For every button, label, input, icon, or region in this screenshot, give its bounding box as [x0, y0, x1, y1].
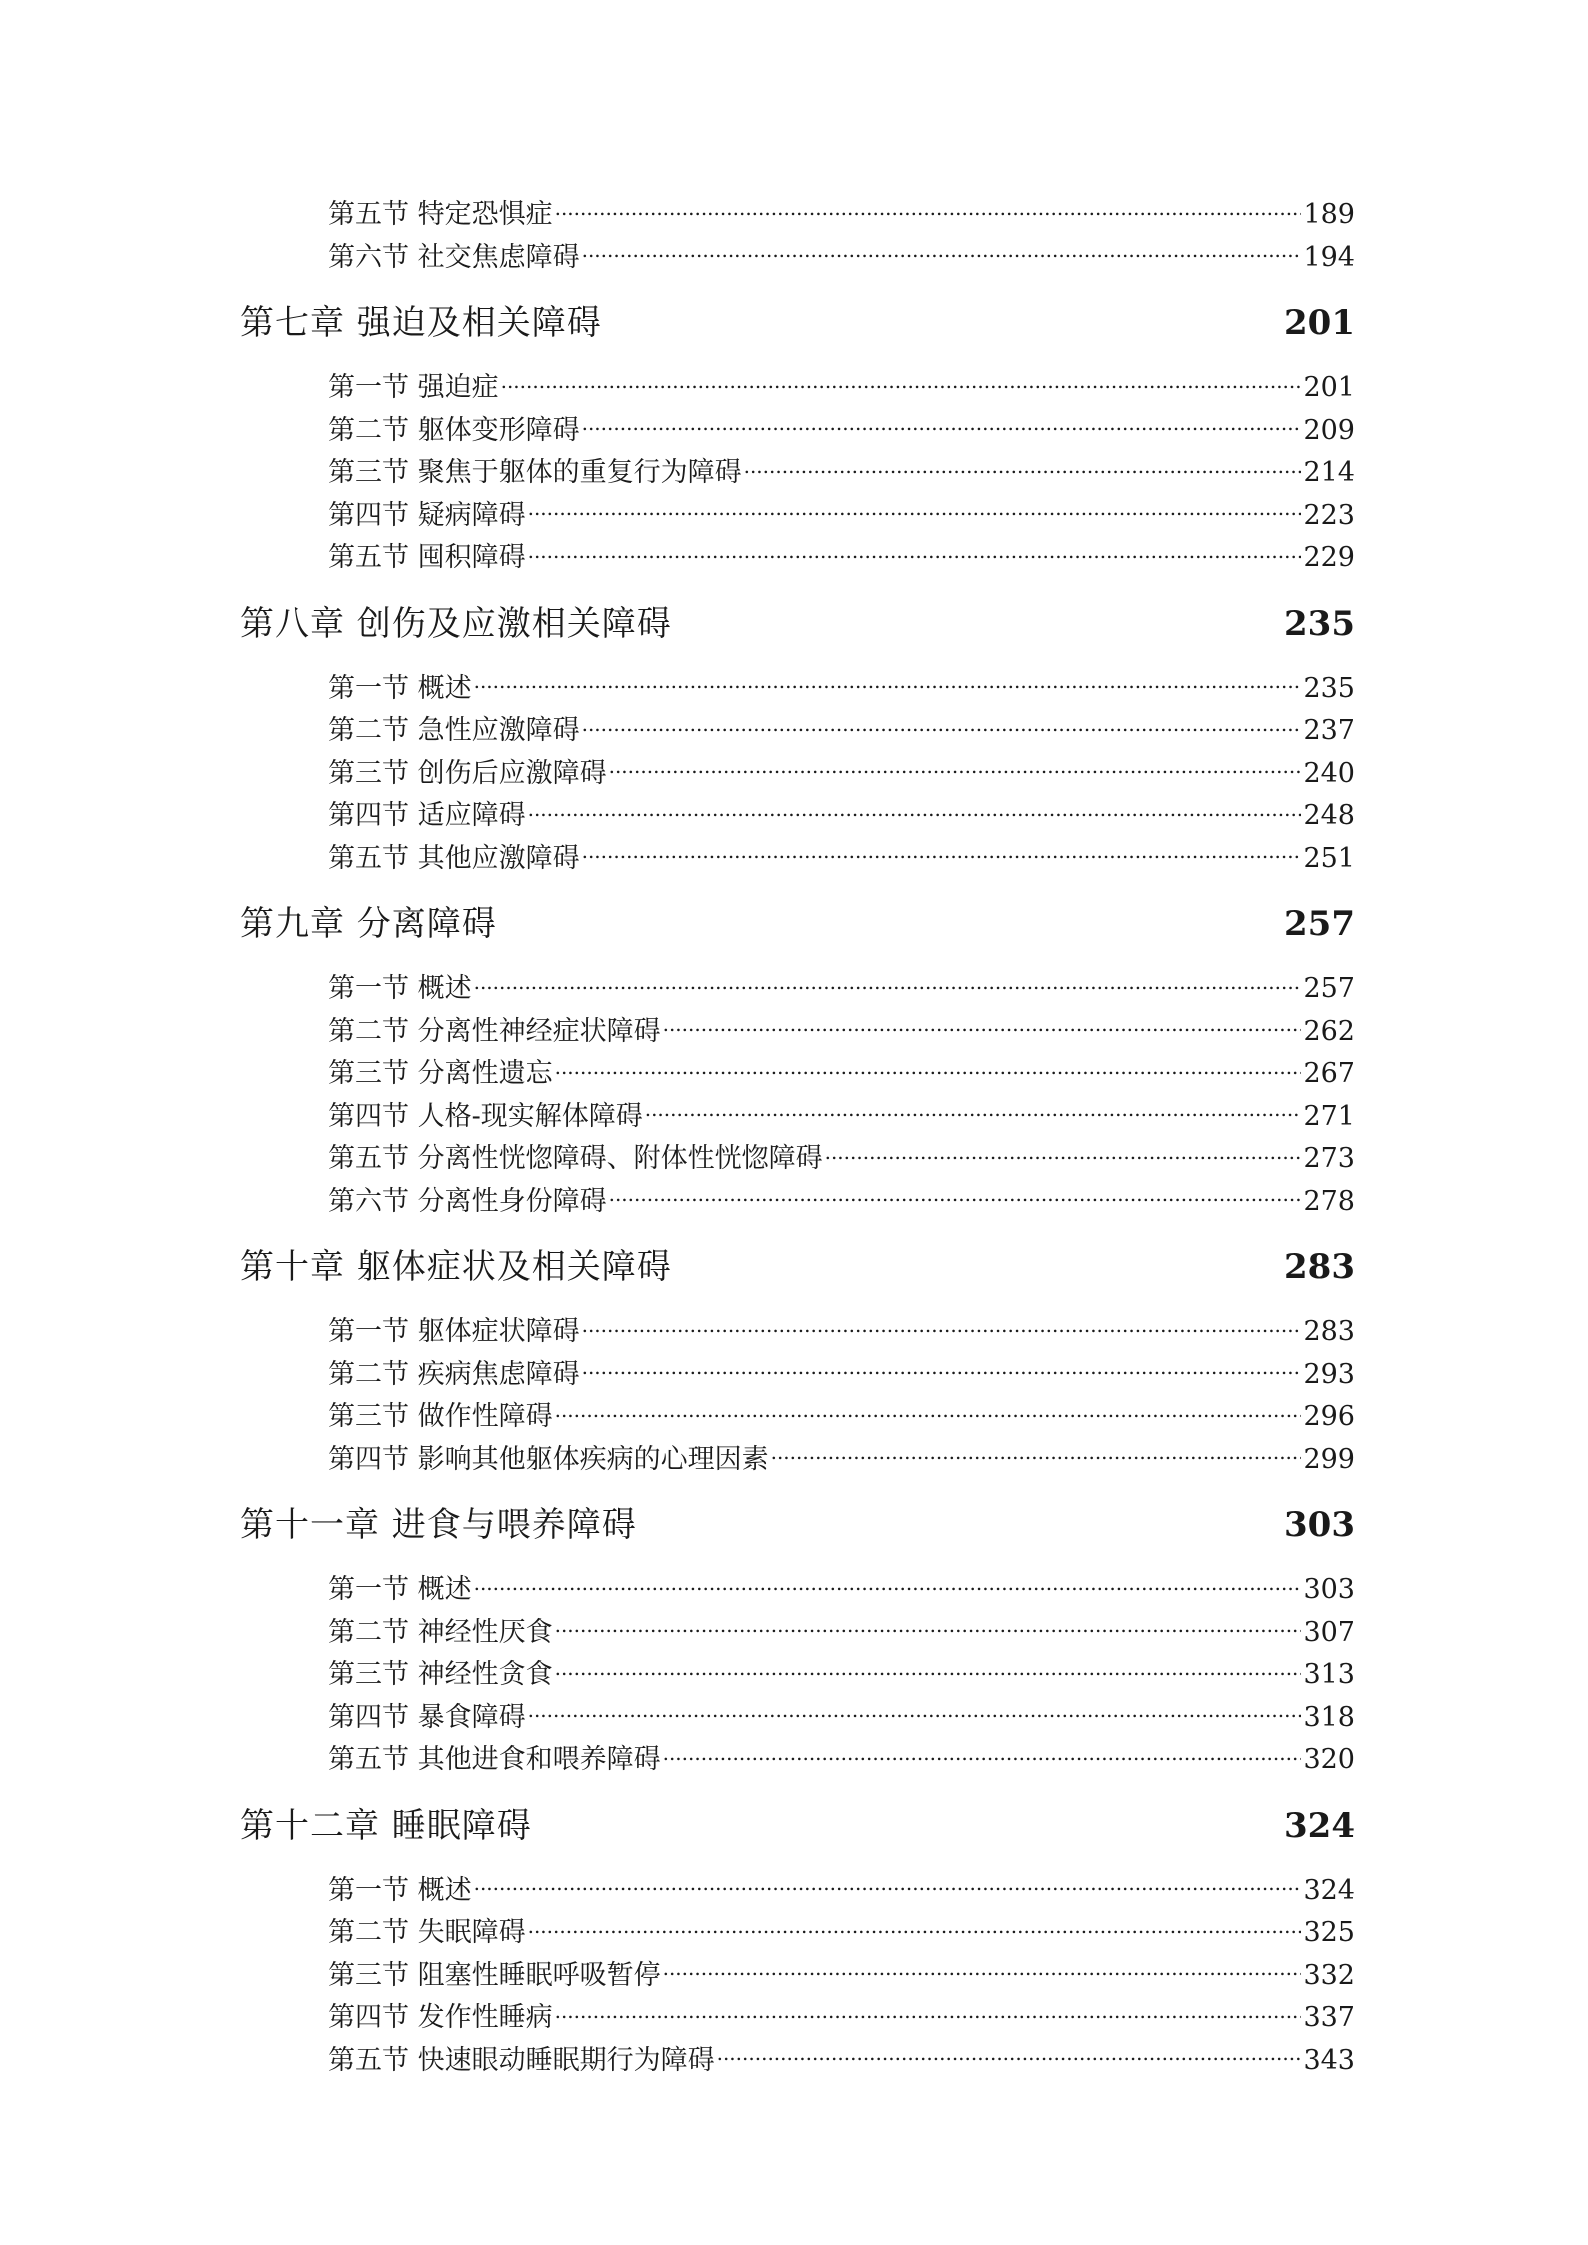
dot-leader	[555, 1659, 1302, 1683]
toc-chapter-entry[interactable]	[240, 279, 1355, 367]
page-number: 278	[1303, 1185, 1355, 1217]
toc-section-entry[interactable]	[240, 2040, 1355, 2083]
section-title: 第二节 失眠障碍	[328, 1917, 526, 1948]
toc-section-entry[interactable]	[240, 753, 1355, 796]
page-number: 257	[1284, 904, 1355, 944]
page-number: 189	[1303, 199, 1355, 230]
dot-leader	[555, 1401, 1302, 1425]
dot-leader	[474, 1574, 1302, 1598]
page-number: 257	[1303, 973, 1355, 1004]
section-title: 第五节 分离性恍惚障碍、附体性恍惚障碍	[328, 1143, 823, 1174]
toc-section-entry[interactable]	[240, 410, 1355, 453]
section-title: 第五节 特定恐惧症	[328, 199, 553, 230]
section-title: 第五节 快速眼动睡眠期行为障碍	[328, 2044, 715, 2076]
dot-leader	[609, 758, 1302, 782]
dot-leader	[582, 1359, 1302, 1383]
dot-leader	[474, 673, 1302, 697]
dot-leader	[528, 542, 1302, 566]
page-number: 251	[1303, 842, 1355, 874]
page-number: 303	[1303, 1574, 1355, 1605]
page-number: 248	[1303, 800, 1355, 831]
section-title: 第四节 人格-现实解体障碍	[328, 1100, 643, 1132]
toc-section-entry[interactable]	[240, 795, 1355, 838]
toc-section-entry[interactable]	[240, 194, 1355, 237]
dot-leader	[771, 1444, 1302, 1468]
dot-leader	[528, 800, 1302, 824]
page-number: 201	[1284, 303, 1355, 343]
page-number: 240	[1303, 757, 1355, 789]
page-number: 303	[1284, 1505, 1355, 1545]
page-number: 214	[1303, 457, 1355, 488]
page-number: 296	[1303, 1401, 1355, 1432]
dot-leader	[501, 372, 1302, 396]
section-title: 第二节 分离性神经症状障碍	[328, 1015, 661, 1047]
toc-chapter-entry[interactable]	[240, 1223, 1355, 1311]
section-title: 第五节 囤积障碍	[328, 542, 526, 573]
toc-section-entry[interactable]	[240, 1181, 1355, 1224]
dot-leader	[499, 905, 1282, 935]
page-number: 235	[1303, 672, 1355, 704]
section-title: 第二节 疾病焦虑障碍	[328, 1358, 580, 1390]
dot-leader	[474, 973, 1302, 997]
page-number: 318	[1303, 1701, 1355, 1733]
dot-leader	[674, 605, 1282, 635]
chapter-title: 第八章 创伤及应激相关障碍	[240, 603, 672, 644]
section-title: 第一节 强迫症	[328, 372, 499, 403]
chapter-title: 第九章 分离障碍	[240, 904, 497, 944]
dot-leader	[582, 715, 1302, 739]
section-title: 第六节 社交焦虑障碍	[328, 241, 580, 273]
page-number: 235	[1284, 603, 1355, 644]
toc-chapter-entry[interactable]	[240, 1782, 1355, 1870]
dot-leader	[528, 1702, 1302, 1726]
toc-section-entry[interactable]	[240, 1569, 1355, 1612]
dot-leader	[639, 1506, 1282, 1536]
section-title: 第一节 概述	[328, 672, 472, 704]
page-number: 293	[1303, 1358, 1355, 1390]
toc-chapter-entry[interactable]	[240, 880, 1355, 968]
toc-section-entry[interactable]	[240, 1053, 1355, 1096]
dot-leader	[582, 843, 1302, 867]
toc-section-entry[interactable]	[240, 237, 1355, 280]
section-title: 第三节 做作性障碍	[328, 1401, 553, 1432]
section-title: 第三节 阻塞性睡眠呼吸暂停	[328, 1959, 661, 1991]
section-title: 第六节 分离性身份障碍	[328, 1185, 607, 1217]
section-title: 第三节 创伤后应激障碍	[328, 757, 607, 789]
chapter-title: 第七章 强迫及相关障碍	[240, 303, 602, 343]
toc-chapter-entry[interactable]	[240, 1481, 1355, 1569]
dot-leader	[582, 1316, 1302, 1340]
page-number: 271	[1303, 1100, 1355, 1132]
dot-leader	[528, 500, 1302, 524]
toc-section-entry[interactable]	[240, 1654, 1355, 1697]
dot-leader	[604, 304, 1282, 334]
page-number: 325	[1303, 1917, 1355, 1948]
toc-section-entry[interactable]	[240, 710, 1355, 753]
page-number: 262	[1303, 1015, 1355, 1047]
toc-section-entry[interactable]	[240, 367, 1355, 410]
dot-leader	[609, 1186, 1302, 1210]
section-title: 第三节 聚焦于躯体的重复行为障碍	[328, 457, 742, 488]
section-title: 第五节 其他进食和喂养障碍	[328, 1744, 661, 1775]
dot-leader	[555, 1617, 1302, 1641]
page-number: 283	[1303, 1316, 1355, 1347]
toc-section-entry[interactable]	[240, 1870, 1355, 1913]
table-of-contents	[240, 194, 1355, 2082]
page-number: 201	[1303, 372, 1355, 403]
page-number: 324	[1284, 1805, 1355, 1846]
page-number: 299	[1303, 1443, 1355, 1475]
toc-section-entry[interactable]	[240, 1439, 1355, 1482]
toc-section-entry[interactable]	[240, 1912, 1355, 1955]
dot-leader	[674, 1248, 1282, 1278]
dot-leader	[528, 1917, 1302, 1941]
dot-leader	[582, 415, 1302, 439]
dot-leader	[663, 1744, 1302, 1768]
page-number: 283	[1284, 1247, 1355, 1287]
toc-section-entry[interactable]	[240, 495, 1355, 538]
toc-section-entry[interactable]	[240, 1396, 1355, 1439]
toc-section-entry[interactable]	[240, 1096, 1355, 1139]
section-title: 第二节 躯体变形障碍	[328, 414, 580, 446]
section-title: 第五节 其他应激障碍	[328, 842, 580, 874]
toc-section-entry[interactable]	[240, 1697, 1355, 1740]
toc-chapter-entry[interactable]	[240, 580, 1355, 668]
section-title: 第二节 神经性厌食	[328, 1616, 553, 1648]
page-number: 273	[1303, 1143, 1355, 1174]
toc-section-entry[interactable]	[240, 1354, 1355, 1397]
section-title: 第二节 急性应激障碍	[328, 715, 580, 746]
toc-section-entry[interactable]	[240, 1612, 1355, 1655]
dot-leader	[555, 2002, 1302, 2026]
toc-section-entry[interactable]	[240, 1011, 1355, 1054]
dot-leader	[663, 1016, 1302, 1040]
dot-leader	[534, 1807, 1282, 1837]
dot-leader	[717, 2045, 1302, 2069]
page-number: 223	[1303, 499, 1355, 531]
toc-section-entry[interactable]	[240, 1138, 1355, 1181]
dot-leader	[555, 199, 1302, 223]
toc-section-entry[interactable]	[240, 1739, 1355, 1782]
section-title: 第一节 概述	[328, 1574, 472, 1605]
toc-section-entry[interactable]	[240, 668, 1355, 711]
section-title: 第三节 分离性遗忘	[328, 1058, 553, 1089]
section-title: 第四节 适应障碍	[328, 800, 526, 831]
chapter-title: 第十章 躯体症状及相关障碍	[240, 1247, 672, 1287]
page-number: 267	[1303, 1058, 1355, 1089]
page-number: 343	[1303, 2044, 1355, 2076]
toc-section-entry[interactable]	[240, 537, 1355, 580]
dot-leader	[663, 1960, 1302, 1984]
page-number: 320	[1303, 1744, 1355, 1775]
page-number: 194	[1303, 241, 1355, 273]
dot-leader	[582, 242, 1302, 266]
toc-section-entry[interactable]	[240, 1955, 1355, 1998]
section-title: 第四节 发作性睡病	[328, 2002, 553, 2033]
section-title: 第一节 躯体症状障碍	[328, 1316, 580, 1347]
page-number: 307	[1303, 1616, 1355, 1648]
dot-leader	[645, 1101, 1302, 1125]
page-number: 313	[1303, 1659, 1355, 1690]
page-number: 229	[1303, 542, 1355, 573]
page-number: 332	[1303, 1959, 1355, 1991]
toc-section-entry[interactable]	[240, 1311, 1355, 1354]
page-number: 237	[1303, 715, 1355, 746]
section-title: 第一节 概述	[328, 973, 472, 1004]
dot-leader	[744, 457, 1302, 481]
section-title: 第三节 神经性贪食	[328, 1659, 553, 1690]
page-number: 209	[1303, 414, 1355, 446]
section-title: 第四节 疑病障碍	[328, 499, 526, 531]
section-title: 第四节 影响其他躯体疾病的心理因素	[328, 1443, 769, 1475]
page-number: 337	[1303, 2002, 1355, 2033]
toc-section-entry[interactable]	[240, 452, 1355, 495]
dot-leader	[474, 1875, 1302, 1899]
dot-leader	[555, 1058, 1302, 1082]
toc-section-entry[interactable]	[240, 968, 1355, 1011]
dot-leader	[825, 1143, 1302, 1167]
toc-section-entry[interactable]	[240, 838, 1355, 881]
chapter-title: 第十二章 睡眠障碍	[240, 1805, 532, 1846]
section-title: 第一节 概述	[328, 1874, 472, 1906]
chapter-title: 第十一章 进食与喂养障碍	[240, 1505, 637, 1545]
section-title: 第四节 暴食障碍	[328, 1701, 526, 1733]
page-number: 324	[1303, 1874, 1355, 1906]
toc-section-entry[interactable]	[240, 1997, 1355, 2040]
